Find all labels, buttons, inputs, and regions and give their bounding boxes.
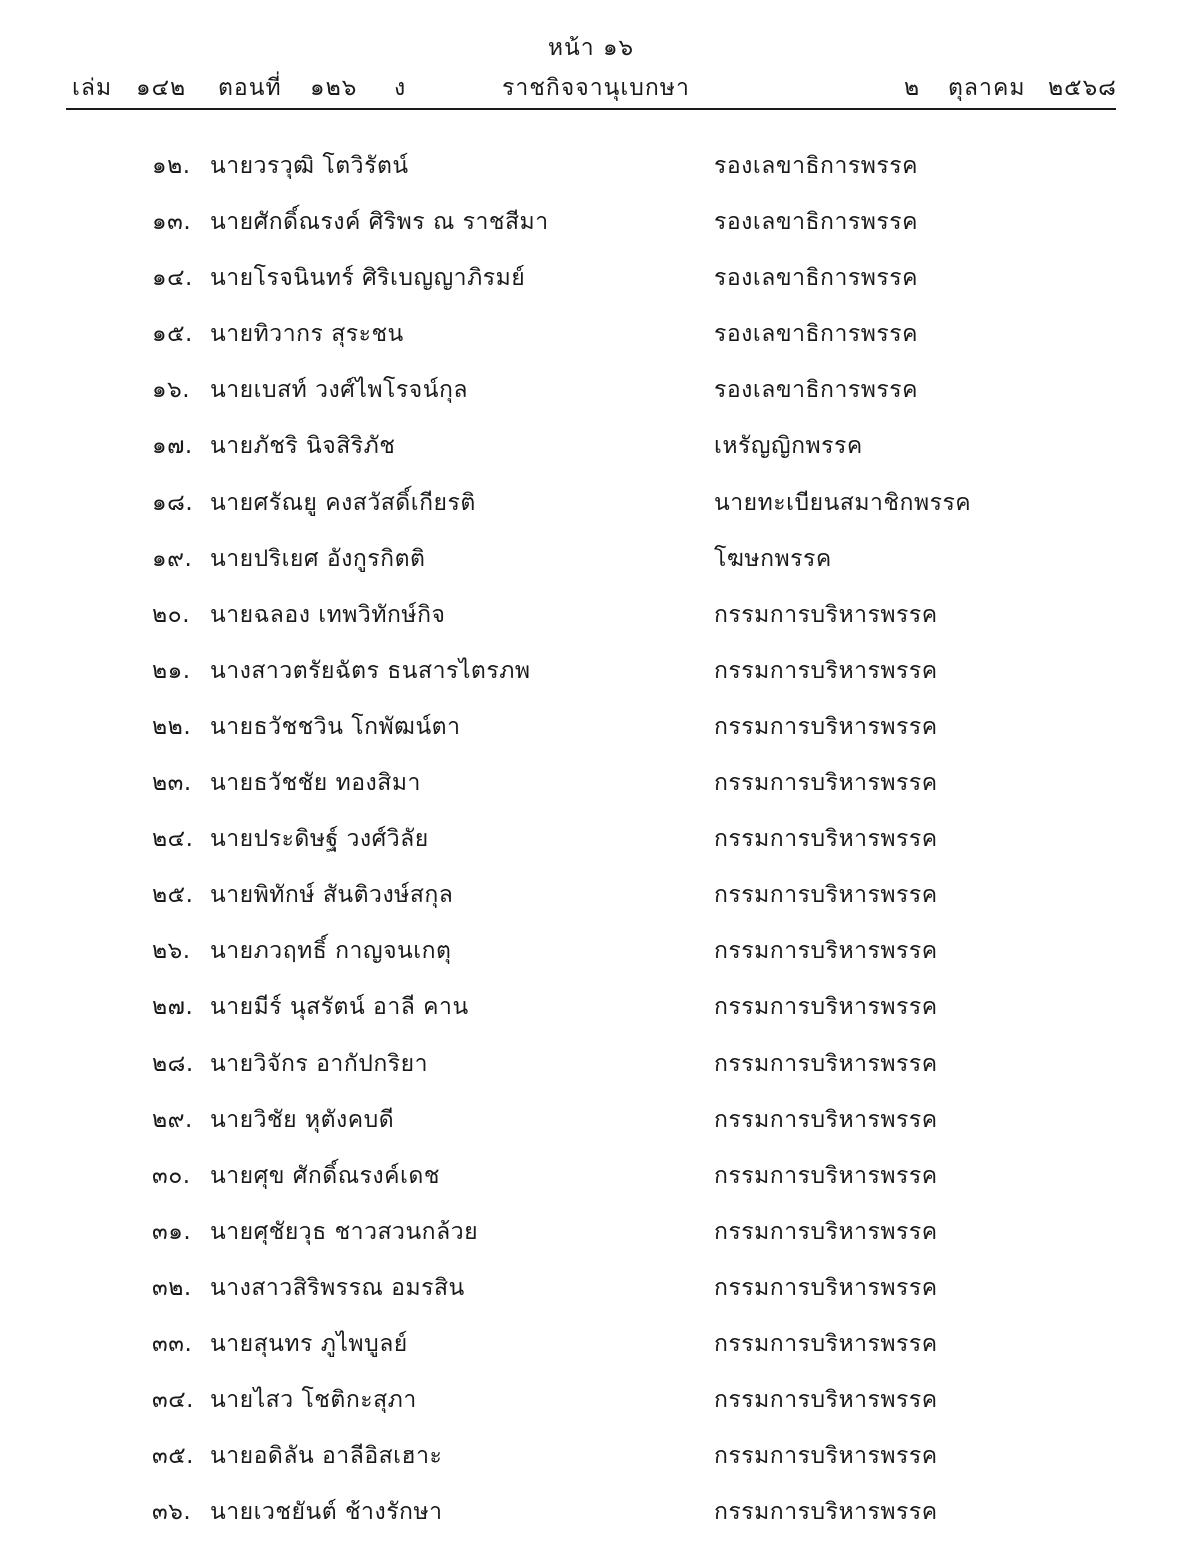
- member-name: นายโรจนินทร์ ศิริเบญญาภิรมย์: [210, 265, 526, 292]
- list-item: [0, 809, 1200, 865]
- list-item: [0, 136, 1200, 192]
- list-item: [0, 977, 1200, 1033]
- member-number: ๓๕.: [152, 1443, 194, 1470]
- member-number: ๑๕.: [152, 321, 193, 348]
- member-name: นายศักดิ์ณรงค์ ศิริพร ณ ราชสีมา: [210, 209, 549, 236]
- member-name: นายสุนทร ภูไพบูลย์: [210, 1330, 408, 1357]
- list-item: [0, 248, 1200, 304]
- member-position: กรรมการบริหารพรรค: [714, 1218, 938, 1245]
- member-number: ๒๒.: [152, 713, 192, 740]
- member-name: นายประดิษฐ์ วงศ์วิลัย: [210, 826, 429, 853]
- member-position: รองเลขาธิการพรรค: [714, 153, 918, 179]
- member-position: กรรมการบริหารพรรค: [714, 770, 938, 797]
- volume-number: ๑๔๒: [136, 75, 187, 101]
- member-position: รองเลขาธิการพรรค: [714, 209, 918, 236]
- list-item: [0, 641, 1200, 697]
- member-number: ๓๑.: [152, 1218, 192, 1245]
- member-name: นายฉลอง เทพวิทักษ์กิจ: [210, 601, 446, 628]
- list-item: [0, 1370, 1200, 1426]
- list-item: [0, 360, 1200, 416]
- member-name: นายปริเยศ อังกูรกิตติ: [210, 545, 426, 572]
- list-item: [0, 192, 1200, 248]
- member-name: นายภัชริ นิจสิริภัช: [210, 433, 396, 460]
- member-position: กรรมการบริหารพรรค: [714, 826, 938, 853]
- member-position: นายทะเบียนสมาชิกพรรค: [714, 489, 972, 516]
- member-name: นายธวัชชัย ทองสิมา: [210, 770, 421, 797]
- list-item: [0, 1202, 1200, 1258]
- member-number: ๒๕.: [152, 882, 194, 909]
- list-item: [0, 753, 1200, 809]
- member-position: กรรมการบริหารพรรค: [714, 1387, 938, 1414]
- member-number: ๒๖.: [152, 938, 191, 965]
- member-number: ๑๘.: [152, 489, 194, 516]
- member-name: นายไสว โชติกะสุภา: [210, 1387, 417, 1414]
- list-item: [0, 865, 1200, 921]
- gazette-header: [66, 24, 1116, 110]
- member-number: ๒๔.: [152, 826, 194, 853]
- list-item: [0, 1314, 1200, 1370]
- member-name: นางสาวสิริพรรณ อมรสิน: [210, 1274, 465, 1301]
- page-number: หน้า ๑๖: [547, 35, 635, 61]
- member-number: ๒๓.: [152, 770, 192, 797]
- member-position: โฆษกพรรค: [714, 545, 832, 572]
- member-number: ๓๐.: [152, 1162, 191, 1189]
- member-number: ๓๔.: [152, 1387, 194, 1414]
- member-position: รองเลขาธิการพรรค: [714, 265, 918, 292]
- member-position: กรรมการบริหารพรรค: [714, 1274, 938, 1301]
- list-item: [0, 585, 1200, 641]
- member-position: กรรมการบริหารพรรค: [714, 938, 938, 965]
- member-name: นายศุชัยวุธ ชาวสวนกล้วย: [210, 1218, 479, 1245]
- list-item: [0, 416, 1200, 472]
- member-number: ๑๖.: [152, 377, 191, 404]
- header-divider: [66, 108, 1116, 110]
- member-name: นางสาวตรัยฉัตร ธนสารไตรภพ: [210, 657, 531, 684]
- member-position: กรรมการบริหารพรรค: [714, 994, 938, 1021]
- list-item: [0, 1482, 1200, 1538]
- date-month: ตุลาคม: [948, 75, 1026, 101]
- list-item: [0, 1426, 1200, 1482]
- member-position: กรรมการบริหารพรรค: [714, 1050, 938, 1077]
- member-number: ๓๓.: [152, 1330, 193, 1357]
- member-name: นายศุข ศักดิ์ณรงค์เดช: [210, 1162, 440, 1189]
- date-year: ๒๕๖๘: [1048, 75, 1117, 101]
- member-number: ๑๒.: [152, 153, 191, 179]
- issue-number: ๑๒๖: [310, 75, 358, 101]
- member-position: รองเลขาธิการพรรค: [714, 377, 918, 404]
- member-position: กรรมการบริหารพรรค: [714, 601, 938, 628]
- member-number: ๑๗.: [152, 433, 193, 460]
- list-item: [0, 1258, 1200, 1314]
- issue-label: ตอนที่: [218, 75, 282, 101]
- member-position: กรรมการบริหารพรรค: [714, 713, 938, 740]
- member-name: นายวิจักร อากัปกริยา: [210, 1050, 429, 1077]
- member-number: ๒๗.: [152, 994, 194, 1021]
- member-name: นายมีร์ นุสรัตน์ อาลี คาน: [210, 994, 469, 1021]
- list-item: [0, 921, 1200, 977]
- member-position: เหรัญญิกพรรค: [714, 433, 863, 460]
- list-item: [0, 529, 1200, 585]
- member-position: กรรมการบริหารพรรค: [714, 1162, 938, 1189]
- member-number: ๒๘.: [152, 1050, 194, 1077]
- list-item: [0, 1034, 1200, 1090]
- member-number: ๒๙.: [152, 1106, 193, 1133]
- member-name: นายธวัชชวิน โกพัฒน์ตา: [210, 713, 461, 740]
- volume-label: เล่ม: [72, 75, 113, 101]
- member-position: กรรมการบริหารพรรค: [714, 882, 938, 909]
- list-item: [0, 304, 1200, 360]
- member-name: นายวิชัย หุตังคบดี: [210, 1106, 395, 1133]
- member-name: นายอดิลัน อาลีอิสเฮาะ: [210, 1443, 443, 1470]
- member-position: กรรมการบริหารพรรค: [714, 1330, 938, 1357]
- member-position: รองเลขาธิการพรรค: [714, 321, 918, 348]
- gazette-info-line: [66, 70, 1116, 104]
- list-item: [0, 697, 1200, 753]
- member-number: ๒๑.: [152, 657, 191, 684]
- member-number: ๒๐.: [152, 601, 191, 628]
- date-day: ๒: [904, 75, 921, 101]
- member-name: นายเบสท์ วงศ์ไพโรจน์กุล: [210, 377, 468, 404]
- member-name: นายศรัณยู คงสวัสดิ์เกียรติ: [210, 489, 476, 516]
- member-list: [0, 136, 1200, 1538]
- list-item: [0, 1090, 1200, 1146]
- gazette-name: ราชกิจจานุเบกษา: [502, 75, 690, 101]
- member-name: นายเวชยันต์ ช้างรักษา: [210, 1499, 443, 1526]
- member-name: นายภวฤทธิ์ กาญจนเกตุ: [210, 938, 452, 965]
- member-number: ๓๒.: [152, 1274, 192, 1301]
- list-item: [0, 473, 1200, 529]
- list-item: [0, 1146, 1200, 1202]
- member-number: ๓๖.: [152, 1499, 192, 1526]
- issue-suffix: ง: [394, 75, 407, 101]
- member-position: กรรมการบริหารพรรค: [714, 1106, 938, 1133]
- member-number: ๑๔.: [152, 265, 193, 292]
- member-position: กรรมการบริหารพรรค: [714, 1443, 938, 1470]
- member-position: กรรมการบริหารพรรค: [714, 1499, 938, 1526]
- member-name: นายวรวุฒิ โตวิรัตน์: [210, 153, 409, 179]
- member-number: ๑๙.: [152, 545, 193, 572]
- member-name: นายพิทักษ์ สันติวงษ์สกุล: [210, 882, 454, 909]
- member-position: กรรมการบริหารพรรค: [714, 657, 938, 684]
- member-name: นายทิวากร สุระชน: [210, 321, 404, 348]
- member-number: ๑๓.: [152, 209, 192, 236]
